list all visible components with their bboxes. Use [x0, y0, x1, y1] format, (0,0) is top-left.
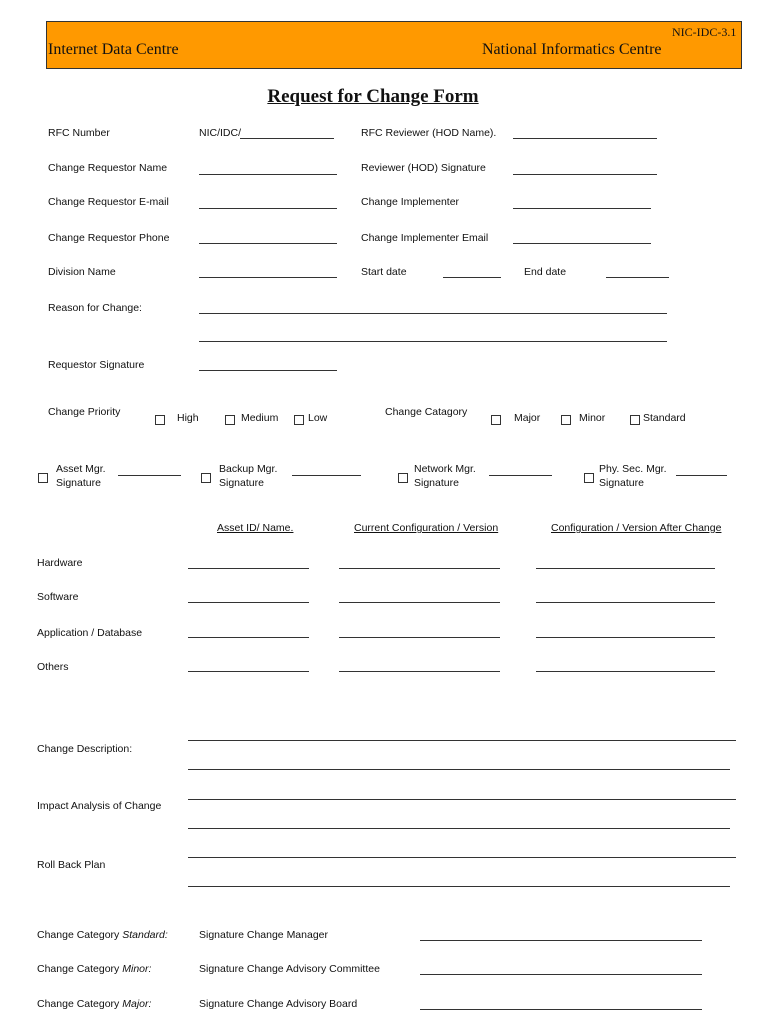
reason-label: Reason for Change:: [48, 302, 142, 314]
change-priority-label: Change Priority: [48, 406, 121, 418]
requestor-phone-field[interactable]: [199, 243, 337, 244]
rfc-number-field[interactable]: [240, 138, 334, 139]
phy-sec-mgr-checkbox[interactable]: [584, 473, 594, 483]
implementer-email-label: Change Implementer Email: [361, 232, 489, 244]
backup-mgr-label-line2: Signature: [219, 477, 264, 489]
implementer-label: Change Implementer: [361, 196, 460, 208]
backup-mgr-checkbox[interactable]: [201, 473, 211, 483]
backup-mgr-label-line1: Backup Mgr.: [219, 463, 278, 475]
priority-high-checkbox[interactable]: [155, 415, 165, 425]
requestor-name-label: Change Requestor Name: [48, 162, 168, 174]
software-after-field[interactable]: [536, 602, 715, 603]
change-description-label: Change Description:: [37, 743, 133, 755]
header-left-title: Internet Data Centre: [48, 41, 179, 58]
approval-major-prefix: Change Category: [37, 998, 123, 1010]
reviewer-signature-label: Reviewer (HOD) Signature: [361, 162, 486, 174]
approval-minor-field[interactable]: [420, 974, 702, 975]
requestor-name-field[interactable]: [199, 174, 337, 175]
approval-standard-field[interactable]: [420, 940, 702, 941]
phy-sec-mgr-label-line1: Phy. Sec. Mgr.: [599, 463, 667, 475]
rfc-number-prefix: NIC/IDC/: [199, 127, 241, 139]
approval-standard-prefix: Change Category: [37, 929, 123, 941]
priority-medium-checkbox[interactable]: [225, 415, 235, 425]
change-description-line-2[interactable]: [188, 769, 730, 770]
reason-field-line-1[interactable]: [199, 313, 667, 314]
rfc-reviewer-label: RFC Reviewer (HOD Name).: [361, 127, 497, 139]
asset-mgr-label-line1: Asset Mgr.: [56, 463, 106, 475]
network-mgr-label-line1: Network Mgr.: [414, 463, 476, 475]
priority-low-checkbox[interactable]: [294, 415, 304, 425]
category-standard-checkbox[interactable]: [630, 415, 640, 425]
requestor-signature-field[interactable]: [199, 370, 337, 371]
table-header-current-config: Current Configuration / Version: [354, 522, 499, 534]
row-label-software: Software: [37, 591, 79, 603]
asset-mgr-checkbox[interactable]: [38, 473, 48, 483]
end-date-field[interactable]: [606, 277, 669, 278]
end-date-label: End date: [524, 266, 567, 278]
division-name-label: Division Name: [48, 266, 116, 278]
implementer-field[interactable]: [513, 208, 651, 209]
phy-sec-mgr-label-line2: Signature: [599, 477, 644, 489]
reason-field-line-2[interactable]: [199, 341, 667, 342]
requestor-email-field[interactable]: [199, 208, 337, 209]
network-mgr-checkbox[interactable]: [398, 473, 408, 483]
others-current-field[interactable]: [339, 671, 500, 672]
start-date-field[interactable]: [443, 277, 501, 278]
requestor-signature-label: Requestor Signature: [48, 359, 145, 371]
impact-analysis-line-2[interactable]: [188, 828, 730, 829]
category-minor-label: Minor: [579, 412, 606, 424]
priority-high-label: High: [177, 412, 199, 424]
approval-major-label: [37, 998, 151, 1010]
software-asset-field[interactable]: [188, 602, 309, 603]
approval-standard-type: Standard:: [122, 929, 168, 941]
form-code: NIC-IDC-3.1: [672, 25, 737, 39]
start-date-label: Start date: [361, 266, 407, 278]
phy-sec-mgr-signature-field[interactable]: [676, 475, 727, 476]
change-category-label: Change Catagory: [385, 406, 468, 418]
application-current-field[interactable]: [339, 637, 500, 638]
asset-mgr-label-line2: Signature: [56, 477, 101, 489]
approval-minor-prefix: Change Category: [37, 963, 123, 975]
rfc-reviewer-field[interactable]: [513, 138, 657, 139]
approval-minor-label: [37, 963, 151, 975]
approval-major-signature-label: Signature Change Advisory Board: [199, 998, 358, 1010]
application-asset-field[interactable]: [188, 637, 309, 638]
application-after-field[interactable]: [536, 637, 715, 638]
impact-analysis-label: Impact Analysis of Change: [37, 800, 162, 812]
category-standard-label: Standard: [643, 412, 686, 424]
implementer-email-field[interactable]: [513, 243, 651, 244]
hardware-after-field[interactable]: [536, 568, 715, 569]
hardware-current-field[interactable]: [339, 568, 500, 569]
row-label-hardware: Hardware: [37, 557, 83, 569]
asset-mgr-label: [56, 462, 106, 490]
approval-major-field[interactable]: [420, 1009, 702, 1010]
rfc-number-label: RFC Number: [48, 127, 110, 139]
network-mgr-label-line2: Signature: [414, 477, 459, 489]
network-mgr-signature-field[interactable]: [489, 475, 552, 476]
software-current-field[interactable]: [339, 602, 500, 603]
change-description-line-1[interactable]: [188, 740, 736, 741]
asset-mgr-signature-field[interactable]: [118, 475, 181, 476]
network-mgr-label: [414, 462, 476, 490]
approval-standard-signature-label: Signature Change Manager: [199, 929, 329, 941]
approval-standard-label: [37, 929, 168, 941]
roll-back-line-2[interactable]: [188, 886, 730, 887]
hardware-asset-field[interactable]: [188, 568, 309, 569]
row-label-application: Application / Database: [37, 627, 143, 639]
others-asset-field[interactable]: [188, 671, 309, 672]
approval-major-type: Major:: [122, 998, 152, 1010]
reviewer-signature-field[interactable]: [513, 174, 657, 175]
division-name-field[interactable]: [199, 277, 337, 278]
backup-mgr-label: [219, 462, 277, 490]
approval-minor-signature-label: Signature Change Advisory Committee: [199, 963, 380, 975]
page-title: Request for Change Form: [267, 86, 479, 107]
roll-back-line-1[interactable]: [188, 857, 736, 858]
requestor-phone-label: Change Requestor Phone: [48, 232, 170, 244]
backup-mgr-signature-field[interactable]: [292, 475, 361, 476]
row-label-others: Others: [37, 661, 69, 673]
priority-low-label: Low: [308, 412, 328, 424]
roll-back-label: Roll Back Plan: [37, 859, 106, 871]
category-major-label: Major: [514, 412, 541, 424]
category-minor-checkbox[interactable]: [561, 415, 571, 425]
approval-minor-type: Minor:: [122, 963, 152, 975]
category-major-checkbox[interactable]: [491, 415, 501, 425]
priority-medium-label: Medium: [241, 412, 279, 424]
header-right-title: National Informatics Centre: [482, 41, 662, 58]
others-after-field[interactable]: [536, 671, 715, 672]
phy-sec-mgr-label: [599, 462, 667, 490]
table-header-after-change: Configuration / Version After Change: [551, 522, 722, 534]
requestor-email-label: Change Requestor E-mail: [48, 196, 169, 208]
table-header-asset-id: Asset ID/ Name.: [217, 522, 294, 534]
impact-analysis-line-1[interactable]: [188, 799, 736, 800]
